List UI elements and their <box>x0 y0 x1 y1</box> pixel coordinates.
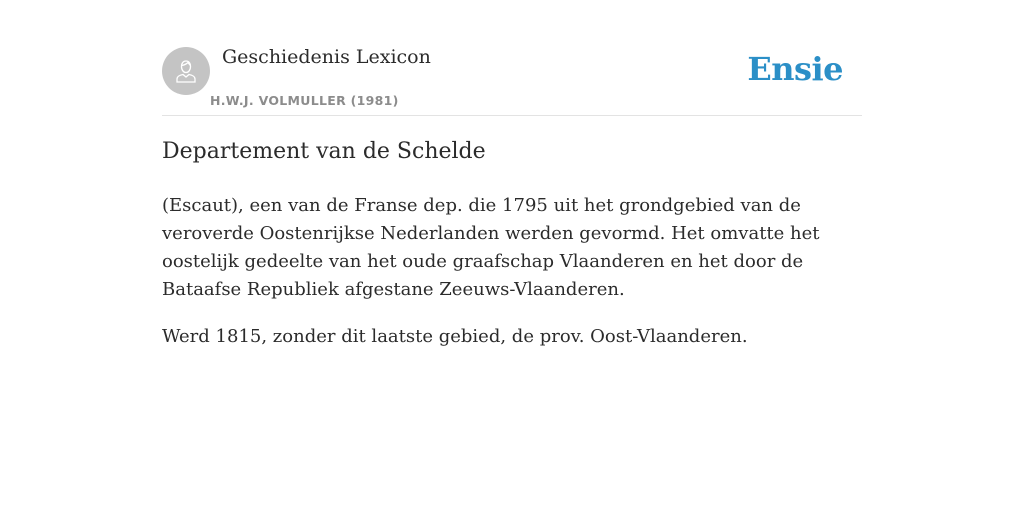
author-label: H.W.J. VOLMULLER (1981) <box>210 93 399 108</box>
avatar[interactable] <box>162 47 210 95</box>
brand-logo[interactable]: Ensie <box>747 50 843 88</box>
article-title: Departement van de Schelde <box>162 139 486 164</box>
article-body <box>162 192 862 370</box>
paragraph: Werd 1815, zonder dit laatste gebied, de prov. Oost-Vlaanderen. <box>162 326 748 347</box>
lexicon-title[interactable]: Geschiedenis Lexicon <box>222 46 431 68</box>
header <box>162 40 862 116</box>
paragraph: (Escaut), een van de Franse dep. die 1795 uit het grondgebied van de veroverde Oostenrijkse Nederlanden werden gevormd. Het omvatte het oostelijk gedeelte van het oude graafschap Vlaanderen en het door de Bataafse Republiek afgestane Zeeuws-Vlaanderen. <box>162 195 820 300</box>
user-icon <box>171 56 201 86</box>
